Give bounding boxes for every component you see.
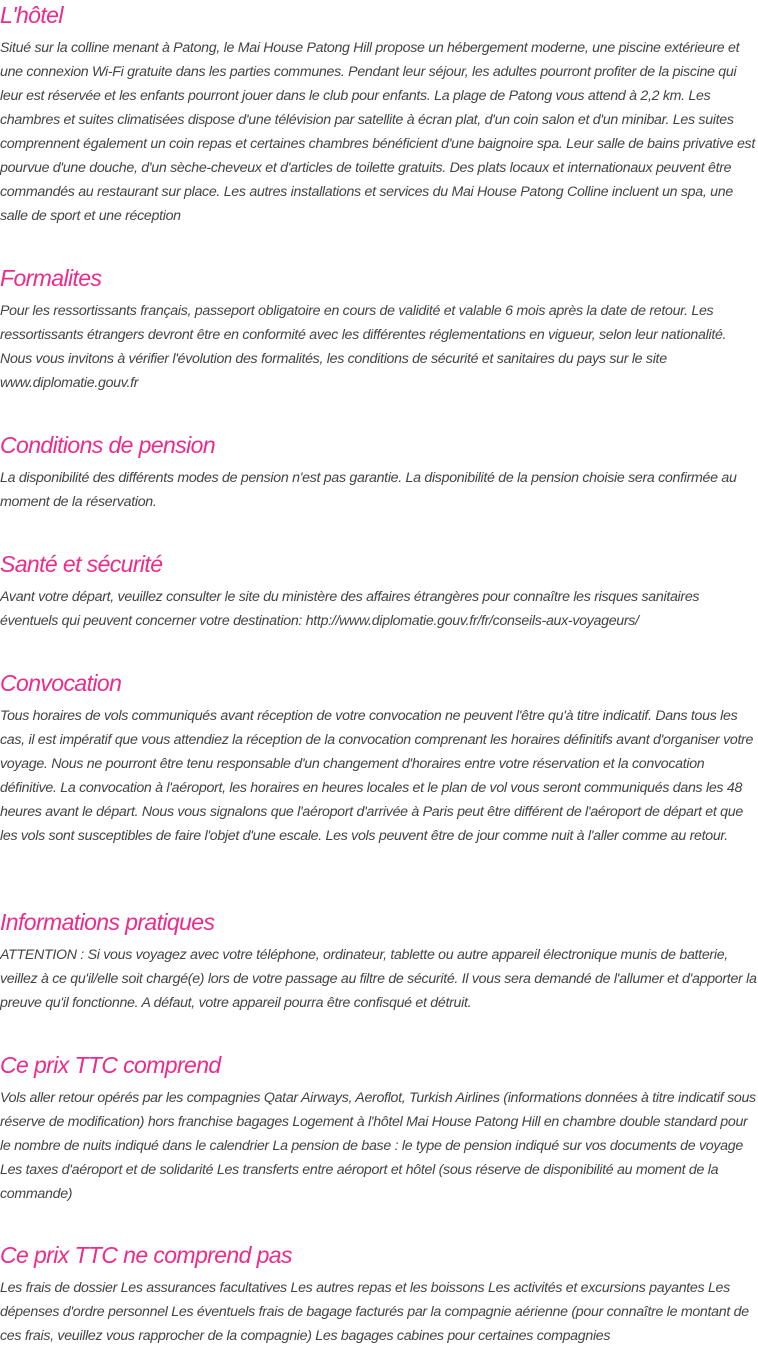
section-title: Formalites [0, 265, 102, 291]
section-informations-pratiques [0, 907, 758, 1015]
section-sante-et-securite [0, 549, 758, 633]
section-title: Informations pratiques [0, 909, 215, 935]
section-title: Ce prix TTC comprend [0, 1052, 221, 1078]
section-body: La disponibilité des différents modes de pension n'est pas garantie. La disponibilité de la pension choisie sera confirmée au moment de la réservation. [0, 470, 737, 510]
section-prix-comprend [0, 1050, 758, 1206]
section-title: Conditions de pension [0, 432, 216, 458]
section-prix-ne-comprend-pas [0, 1240, 758, 1348]
section-body: ATTENTION : Si vous voyagez avec votre téléphone, ordinateur, tablette ou autre appareil électronique munis de batterie, veillez à ce qu'il/elle soit chargé(e) lors de votre passage au filtre de sécurité. Il vous sera demandé de l'allumer et d'apporter la preuve qu'il fonctionne. A défaut, votre appareil pourra être confisqué et détruit. [0, 947, 757, 1011]
section-body: Avant votre départ, veuillez consulter le site du ministère des affaires étrangères pour connaître les risques sanitaires éventuels qui peuvent concerner votre destination: http://www.diplomatie.gouv.fr/fr/conseils-aux-voyageurs/ [0, 589, 700, 629]
section-title: Convocation [0, 670, 122, 696]
section-formalites [0, 263, 758, 395]
section-body: Pour les ressortissants français, passeport obligatoire en cours de validité et valable 6 mois après la date de retour. Les ressortissants étrangers devront être en conformité avec les différentes réglementations en vigueur, selon leur nationalité. Nous vous invitons à vérifier l'évolution des formalités, les conditions de sécurité et sanitaires du pays sur le site www.diplomatie.gouv.fr [0, 303, 727, 391]
section-body: Les frais de dossier Les assurances facultatives Les autres repas et les boissons Les activités et excursions payantes Les dépenses d'ordre personnel Les éventuels frais de bagage facturés par la compagnie aérienne (pour connaître le montant de ces frais, veuillez vous rapprocher de la compagnie) Les bagages cabines pour certaines compagnies [0, 1280, 749, 1344]
section-title: Santé et sécurité [0, 551, 163, 577]
section-convocation [0, 668, 758, 848]
section-hotel [0, 0, 758, 228]
section-title: Ce prix TTC ne comprend pas [0, 1242, 292, 1268]
section-body: Vols aller retour opérés par les compagnies Qatar Airways, Aeroflot, Turkish Airlines (informations données à titre indicatif sous réserve de modification) hors franchise bagages Logement à l'hôtel Mai House Patong Hill en chambre double standard pour le nombre de nuits indiqué dans le calendrier La pension de base : le type de pension indiqué sur vos documents de voyage Les taxes d'aéroport et de solidarité Les transferts entre aéroport et hôtel (sous réserve de disponibilité au moment de la commande) [0, 1090, 756, 1202]
section-title: L'hôtel [0, 2, 63, 28]
section-body: Tous horaires de vols communiqués avant réception de votre convocation ne peuvent l'être qu'à titre indicatif. Dans tous les cas, il est impératif que vous attendiez la réception de la convocation comprenant les horaires définitifs avant d'organiser votre voyage. Nous ne pourront être tenu responsable d'un changement d'horaires entre votre réservation et la convocation définitive. La convocation à l'aéroport, les horaires en heures locales et le plan de vol vous seront communiqués dans les 48 heures avant le départ. Nous vous signalons que l'aéroport d'arrivée à Paris peut être différent de l'aéroport de départ et que les vols sont susceptibles de faire l'objet d'une escale. Les vols peuvent être de jour comme nuit à l'aller comme au retour. [0, 708, 754, 844]
section-conditions-de-pension [0, 430, 758, 514]
section-body: Situé sur la colline menant à Patong, le Mai House Patong Hill propose un hébergement moderne, une piscine extérieure et une connexion Wi-Fi gratuite dans les parties communes. Pendant leur séjour, les adultes pourront profiter de la piscine qui leur est réservée et les enfants pourront jouer dans le club pour enfants. La plage de Patong vous attend à 2,2 km. Les chambres et suites climatisées dispose d'une télévision par satellite à écran plat, d'un coin salon et d'un minibar. Les suites comprennent également un coin repas et certaines chambres bénéficient d'une baignoire spa. Leur salle de bains privative est pourvue d'une douche, d'un sèche-cheveux et d'articles de toilette gratuits. Des plats locaux et internationaux peuvent être commandés au restaurant sur place. Les autres installations et services du Mai House Patong Colline incluent un spa, une salle de sport et une réception [0, 40, 755, 224]
